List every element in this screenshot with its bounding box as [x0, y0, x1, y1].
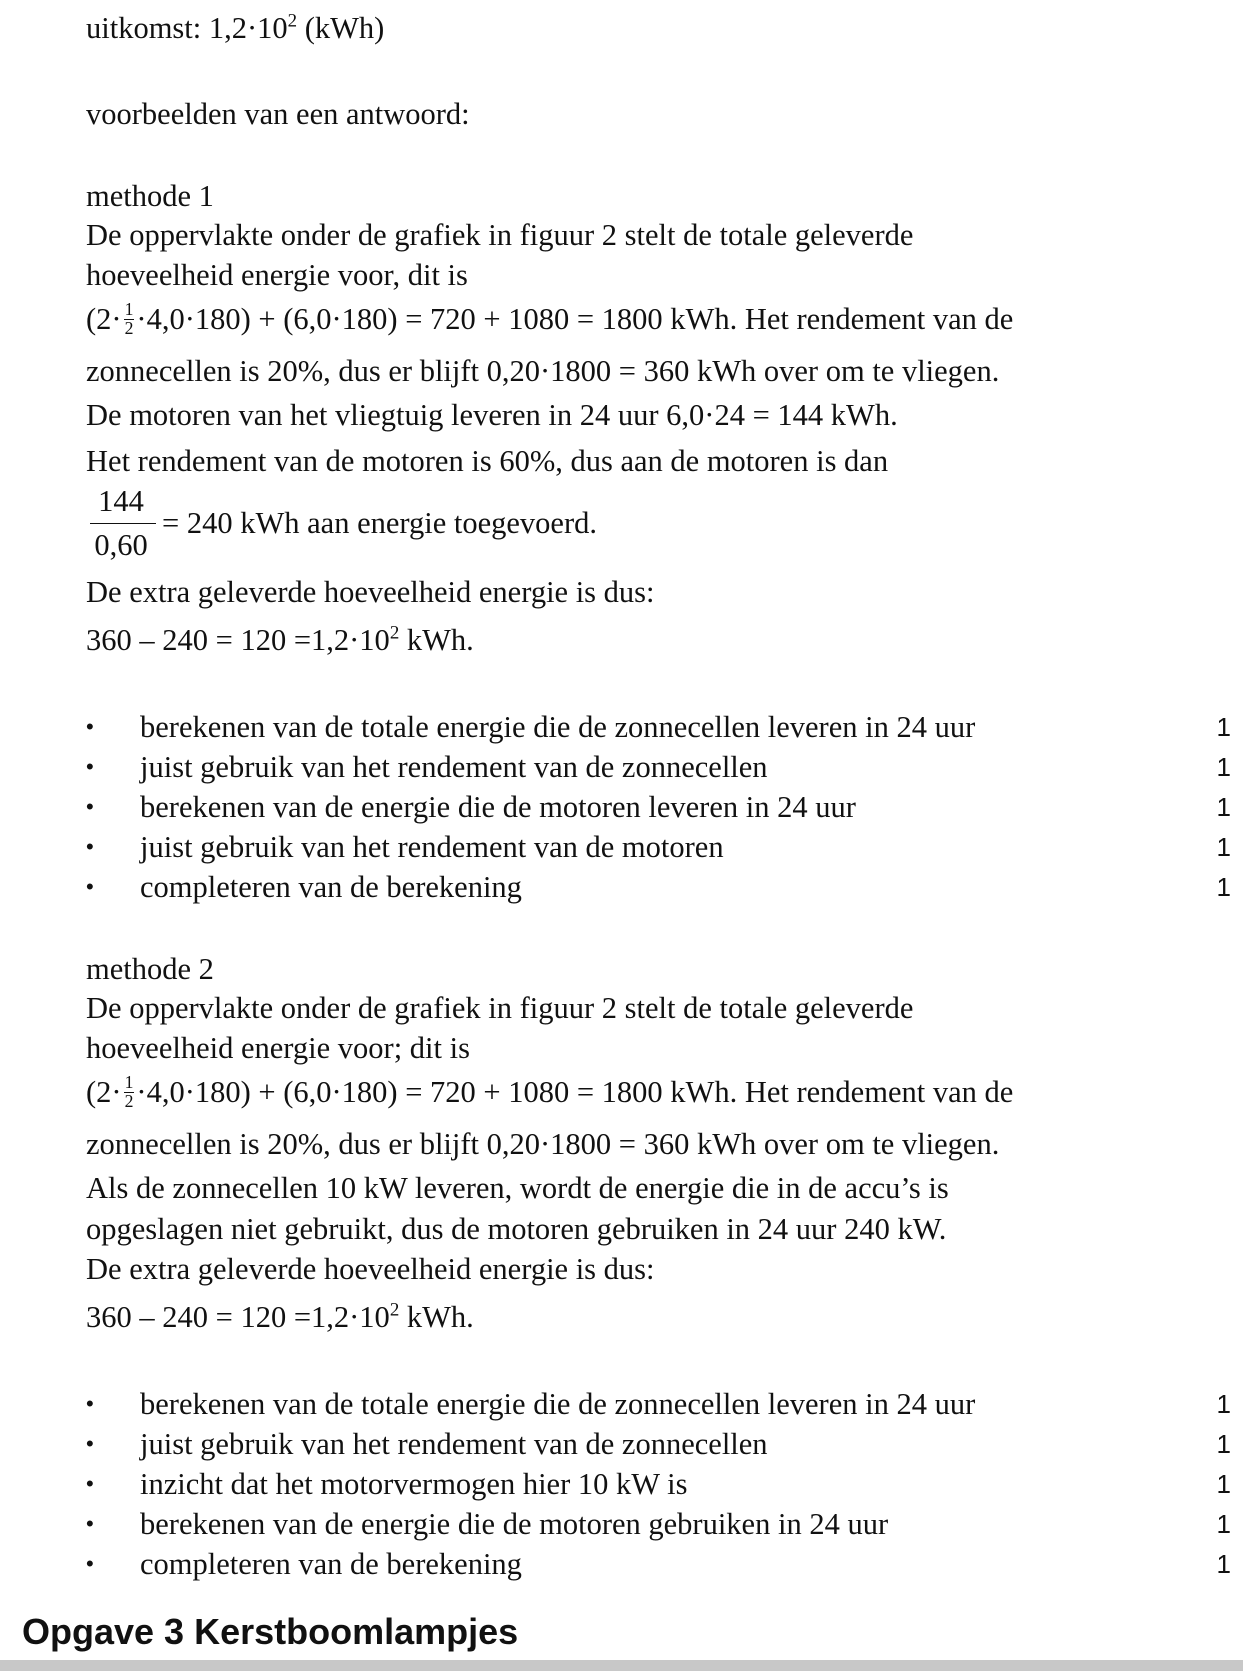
outcome-exponent: 2: [287, 10, 298, 32]
method1-line1: De oppervlakte onder de grafiek in figuur 2 stelt de totale geleverde: [86, 218, 914, 252]
score: 1: [1216, 1469, 1231, 1499]
criteria-item: • berekenen van de totale energie die de zonnecellen leveren in 24 uur 1: [86, 710, 1231, 744]
bullet-icon: •: [86, 1431, 94, 1456]
fraction-denominator: 0,60: [94, 528, 148, 562]
page-footer-bar: [0, 1660, 1243, 1671]
bullet-icon: •: [86, 714, 94, 739]
bullet-icon: •: [86, 834, 94, 859]
method1-line6: Het rendement van de motoren is 60%, dus aan de motoren is dan: [86, 444, 889, 478]
score: 1: [1216, 1429, 1231, 1459]
bullet-icon: •: [86, 1391, 94, 1416]
bullet-icon: •: [86, 874, 94, 899]
method1-line2: hoeveelheid energie voor, dit is: [86, 258, 468, 292]
criteria-item: • berekenen van de energie die de motoren gebruiken in 24 uur 1: [86, 1507, 1231, 1541]
criteria-item: • berekenen van de energie die de motoren leveren in 24 uur 1: [86, 790, 1231, 824]
criteria-item: • juist gebruik van het rendement van de zonnecellen 1: [86, 750, 1231, 784]
fraction-numerator: 144: [98, 484, 144, 518]
method1-result: $360 - 240 = 120 =1,2\cdot 10^2$ kWh.: [86, 622, 474, 657]
method2-result: $360 - 240 = 120 =1,2\cdot 10^2$ kWh.: [86, 1299, 474, 1334]
method1-fraction-line: [86, 482, 786, 566]
score: 1: [1216, 1389, 1231, 1419]
method2-calc: (2· $\frac{1}{2}$ ·4,0·180) + (6,0·180) = 720 + 1080 = 1800 kWh. Het rendement van de: [86, 1071, 1014, 1111]
method2-line2: hoeveelheid energie voor; dit is: [86, 1031, 470, 1065]
fraction-result: = 240 kWh aan energie toegevoerd.: [162, 506, 597, 540]
score: 1: [1216, 1509, 1231, 1539]
score: 1: [1216, 832, 1231, 862]
method2-line4: zonnecellen is 20%, dus er blijft 0,20·1800 = 360 kWh over om te vliegen.: [86, 1127, 1000, 1161]
outcome-line: [86, 10, 384, 46]
bullet-icon: •: [86, 794, 94, 819]
score: 1: [1216, 792, 1231, 822]
criteria-item: • completeren van de berekening 1: [86, 870, 1231, 904]
criteria-item: • juist gebruik van het rendement van de zonnecellen 1: [86, 1427, 1231, 1461]
method2-title: methode 2: [86, 952, 214, 986]
method2-line5: Als de zonnecellen 10 kW leveren, wordt de energie die in de accu’s is: [86, 1171, 949, 1205]
bullet-icon: •: [86, 1511, 94, 1536]
score: 1: [1216, 1549, 1231, 1579]
score: 1: [1216, 712, 1231, 742]
criteria-item: • berekenen van de totale energie die de zonnecellen leveren in 24 uur 1: [86, 1387, 1231, 1421]
method1-title: methode 1: [86, 179, 214, 213]
method2-line1: De oppervlakte onder de grafiek in figuur 2 stelt de totale geleverde: [86, 991, 914, 1025]
bullet-icon: •: [86, 1471, 94, 1496]
method1-line8: De extra geleverde hoeveelheid energie is dus:: [86, 575, 655, 609]
bullet-icon: •: [86, 1551, 94, 1576]
fraction-bar: [90, 523, 156, 524]
outcome-unit: (kWh): [297, 11, 385, 45]
score: 1: [1216, 752, 1231, 782]
criteria-item: • completeren van de berekening 1: [86, 1547, 1231, 1581]
method1-calc: (2· $\frac{1}{2}$ ·4,0·180) + (6,0·180) = 720 + 1080 = 1800 kWh. Het rendement van de: [86, 298, 1014, 338]
half-fraction: $\frac{1}{2}$: [124, 298, 134, 338]
method1-line4: zonnecellen is 20%, dus er blijft 0,20·1800 = 360 kWh over om te vliegen.: [86, 354, 1000, 388]
method2-line6: opgeslagen niet gebruikt, dus de motoren gebruiken in 24 uur 240 kW.: [86, 1212, 947, 1246]
score: 1: [1216, 872, 1231, 902]
section-heading: Opgave 3 Kerstboomlampjes: [22, 1611, 519, 1652]
bullet-icon: •: [86, 754, 94, 779]
method2-line7: De extra geleverde hoeveelheid energie is dus:: [86, 1252, 655, 1286]
method1-line5: De motoren van het vliegtuig leveren in 24 uur 6,0·24 = 144 kWh.: [86, 398, 898, 432]
outcome-value: uitkomst: 1,2·10: [86, 11, 288, 45]
half-fraction: $\frac{1}{2}$: [124, 1071, 134, 1111]
criteria-item: • juist gebruik van het rendement van de motoren 1: [86, 830, 1231, 864]
examples-intro: voorbeelden van een antwoord:: [86, 97, 470, 131]
criteria-item: • inzicht dat het motorvermogen hier 10 kW is 1: [86, 1467, 1231, 1501]
